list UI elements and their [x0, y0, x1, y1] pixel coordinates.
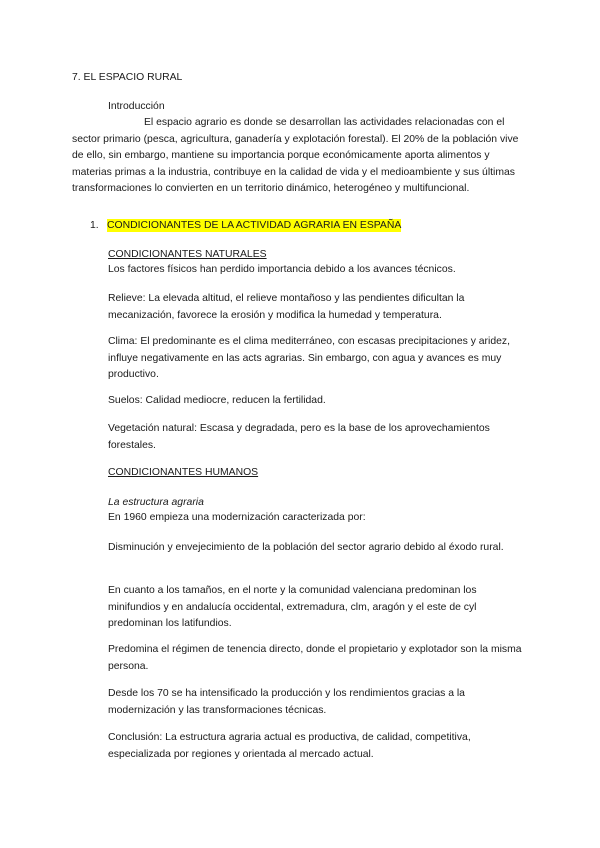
clima-paragraph: Clima: El predominante es el clima mediterráneo, con escasas precipitaciones y aridez, influye negativamente en las acts agrarias. Sin embargo, con agua y avances es muy productivo.	[108, 336, 510, 380]
humanos-paragraph-2: Disminución y envejecimiento de la población del sector agrario debido al éxodo rural.	[108, 542, 504, 553]
estructura-agraria-subheading: La estructura agraria	[108, 497, 204, 508]
suelos-paragraph: Suelos: Calidad mediocre, reducen la fertilidad.	[108, 395, 326, 406]
humanos-paragraph-1: En 1960 empieza una modernización caracterizada por:	[108, 512, 366, 523]
humanos-paragraph-6: Conclusión: La estructura agraria actual es productiva, de calidad, competitiva, especializada por regiones y orientada al mercado actual.	[108, 732, 471, 760]
humanos-paragraph-3: En cuanto a los tamaños, en el norte y la comunidad valenciana predominan los minifundios y en andalucía occidental, extremadura, clm, aragón y el este de cyl predominan los latifundios.	[108, 585, 477, 629]
naturales-heading: CONDICIONANTES NATURALES	[108, 249, 267, 260]
intro-heading: Introducción	[108, 101, 165, 112]
document-title: 7. EL ESPACIO RURAL	[72, 72, 183, 83]
naturales-intro: Los factores físicos han perdido importancia debido a los avances técnicos.	[108, 264, 456, 275]
section-1-heading	[90, 218, 401, 235]
humanos-paragraph-5: Desde los 70 se ha intensificado la producción y los rendimientos gracias a la modernización y las transformaciones técnicas.	[108, 688, 465, 716]
humanos-paragraph-4: Predomina el régimen de tenencia directo, donde el propietario y explotador son la misma persona.	[108, 644, 522, 672]
relieve-paragraph: Relieve: La elevada altitud, el relieve montañoso y las pendientes dificultan la mecanización, favorece la erosión y modifica la humedad y temperatura.	[108, 293, 465, 321]
intro-paragraph: El espacio agrario es donde se desarrollan las actividades relacionadas con el sector primario (pesca, agricultura, ganadería y explotación forestal). El 20% de la población vive de ello, sin embargo, mantiene su importancia porque económicamente aporta alimentos y materias primas a la industria, contribuye en la calidad de vida y el medioambiente y sus últimas transformaciones lo convierten en un territorio dinámico, heterogéneo y multifuncional.	[72, 117, 519, 194]
humanos-heading: CONDICIONANTES HUMANOS	[108, 467, 259, 478]
section-1-number: 1.	[90, 220, 99, 231]
section-1-heading-text: CONDICIONANTES DE LA ACTIVIDAD AGRARIA EN ESPAÑA	[107, 220, 402, 231]
vegetacion-paragraph: Vegetación natural: Escasa y degradada, pero es la base de los aprovechamientos forestales.	[108, 423, 490, 451]
